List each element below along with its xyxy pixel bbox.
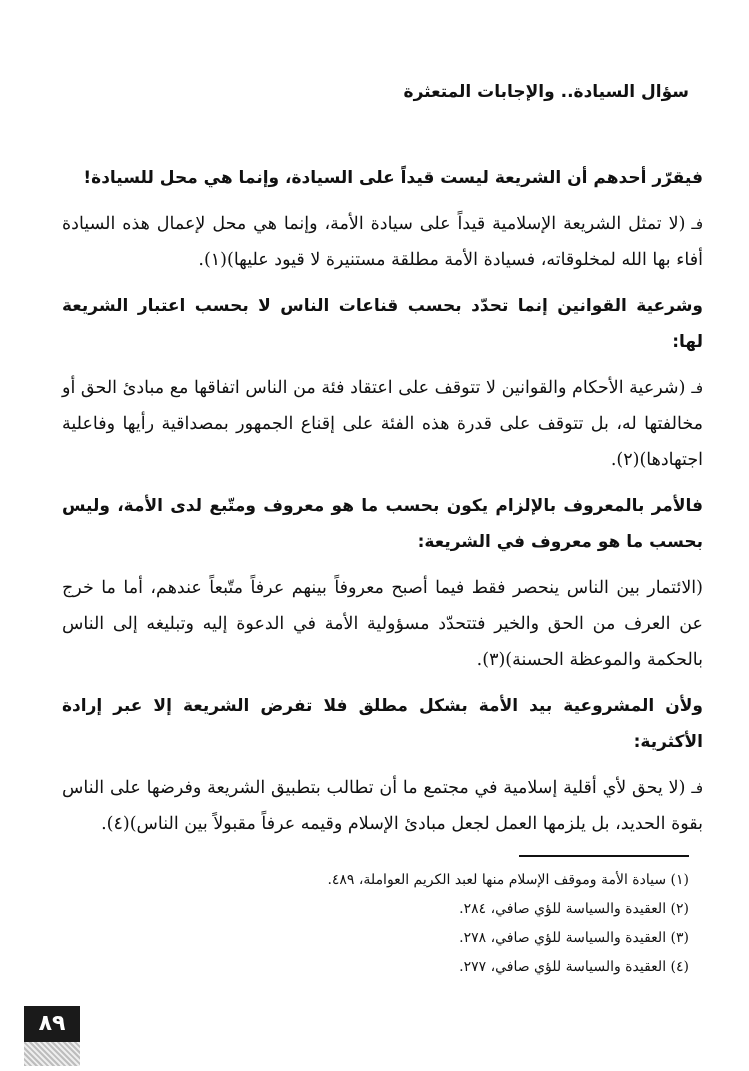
page-number-texture bbox=[24, 1042, 80, 1066]
page-number: ٨٩ bbox=[24, 1006, 80, 1042]
fa-marker: فـ bbox=[691, 215, 703, 233]
fa-marker: فـ bbox=[691, 379, 703, 397]
quote-paragraph-3: (الائتمار بين الناس ينحصر فقط فيما أصبح معروفاً بينهم عرفاً متّبعاً عندهم، أما ما خرج عن العرف من الحق والخير فتتحدّد مسؤولية الأمة في الدعوة إليه وتبليغه إلى الناس بالحكمة والموعظة الحسنة)(٣). bbox=[62, 578, 703, 670]
quote-text-2: (شرعية الأحكام والقوانين لا تتوقف على اعتقاد فئة من الناس اتفاقها مع مبادئ الحق أو مخالفتها له، بل تتوقف على قدرة هذه الفئة على إقناع الجمهور بمصداقية رأيها وفاعلية اجتهادها)(٢). bbox=[62, 378, 703, 470]
running-header: سؤال السيادة.. والإجابات المتعثرة bbox=[403, 82, 689, 102]
footnote-2: (٢) العقيدة والسياسة للؤي صافي، ٢٨٤. bbox=[459, 901, 689, 917]
footnote-3: (٣) العقيدة والسياسة للؤي صافي، ٢٧٨. bbox=[459, 930, 689, 946]
quote-paragraph-2 bbox=[62, 370, 703, 478]
paragraph-heading-3: فالأمر بالمعروف بالإلزام يكون بحسب ما هو معروف ومتّبع لدى الأمة، وليس بحسب ما هو معروف في الشريعة: bbox=[62, 496, 703, 552]
paragraph-heading-1: فيقرّر أحدهم أن الشريعة ليست قيداً على السيادة، وإنما هي محل للسيادة! bbox=[83, 168, 703, 188]
body-text bbox=[62, 160, 703, 852]
quote-text-1: (لا تمثل الشريعة الإسلامية قيداً على سيادة الأمة، وإنما هي محل لإعمال هذه السيادة أفاء بها الله لمخلوقاته، فسيادة الأمة مطلقة مستنيرة لا قيود عليها)(١). bbox=[62, 214, 703, 270]
paragraph-heading-2: وشرعية القوانين إنما تحدّد بحسب قناعات الناس لا بحسب اعتبار الشريعة لها: bbox=[62, 296, 703, 352]
footnote-1: (١) سيادة الأمة وموقف الإسلام منها لعبد الكريم العواملة، ٤٨٩. bbox=[327, 872, 689, 888]
footnote-divider bbox=[519, 855, 689, 857]
quote-text-4: (لا يحق لأي أقلية إسلامية في مجتمع ما أن تطالب بتطبيق الشريعة وفرضها على الناس بقوة الحديد، بل يلزمها العمل لجعل مبادئ الإسلام وقيمه عرفاً مقبولاً بين الناس)(٤). bbox=[62, 778, 703, 834]
footnote-4: (٤) العقيدة والسياسة للؤي صافي، ٢٧٧. bbox=[459, 959, 689, 975]
paragraph-heading-4: ولأن المشروعية بيد الأمة بشكل مطلق فلا تفرض الشريعة إلا عبر إرادة الأكثرية: bbox=[62, 696, 703, 752]
fa-marker: فـ bbox=[691, 779, 703, 797]
quote-paragraph-1 bbox=[62, 206, 703, 278]
quote-paragraph-4 bbox=[62, 770, 703, 842]
footnotes bbox=[140, 866, 689, 982]
